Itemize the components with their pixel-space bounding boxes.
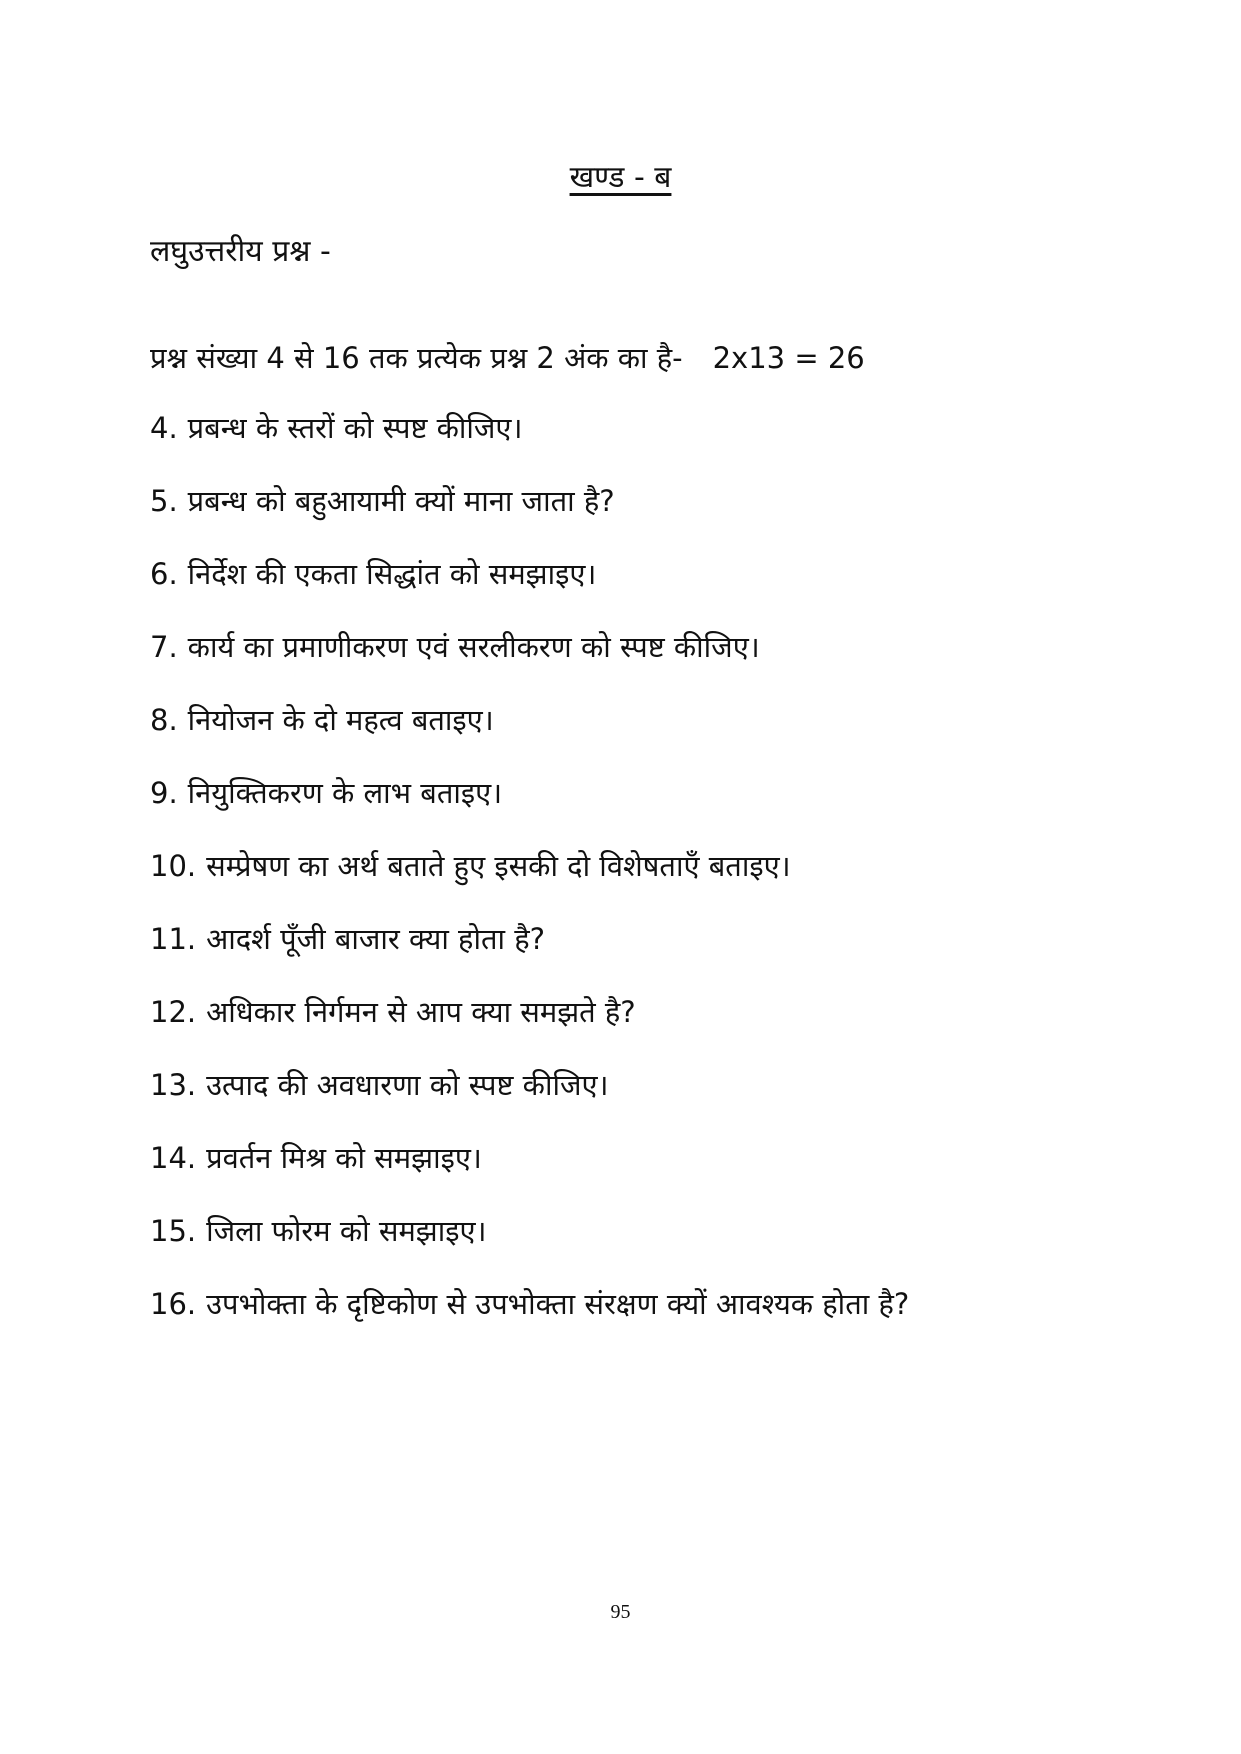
question-number: 13. [150,1068,197,1102]
page-number: 95 [610,1601,631,1623]
question-text: उपभोक्ता के दृष्टिकोण से उपभोक्ता संरक्षण क्यों आवश्यक होता है? [206,1287,910,1321]
question-text: निर्देश की एकता सिद्धांत को समझाइए। [187,557,597,591]
question-item [150,919,1110,992]
question-text: अधिकार निर्गमन से आप क्या समझते है? [206,995,636,1029]
question-number: 10. [150,849,197,883]
question-item [150,554,1110,627]
question-item [150,481,1110,554]
question-item [150,627,1110,700]
question-text: उत्पाद की अवधारणा को स्पष्ट कीजिए। [206,1068,609,1102]
question-text: कार्य का प्रमाणीकरण एवं सरलीकरण को स्पष्ट कीजिए। [187,630,760,664]
question-number: 16. [150,1287,197,1321]
question-number: 7. [150,630,178,664]
subheading: लघुउत्तरीय प्रश्न - [150,234,331,269]
question-text: प्रबन्ध को बहुआयामी क्यों माना जाता है? [187,484,615,518]
question-number: 9. [150,776,178,810]
question-item [150,846,1110,919]
question-text: नियुक्तिकरण के लाभ बताइए। [187,776,503,810]
question-list [150,408,1110,1341]
question-text: सम्प्रेषण का अर्थ बताते हुए इसकी दो विशेषताएँ बताइए। [206,849,791,883]
question-number: 8. [150,703,178,737]
question-number: 12. [150,995,197,1029]
question-text: नियोजन के दो महत्व बताइए। [187,703,494,737]
instruction-line [150,338,865,378]
question-item [150,992,1110,1065]
question-item [150,1284,1110,1341]
question-item [150,1138,1110,1211]
section-title: खण्ड - ब [569,160,672,195]
question-number: 6. [150,557,178,591]
instruction-text: प्रश्न संख्या 4 से 16 तक प्रत्येक प्रश्न 2 अंक का है- [150,341,683,375]
question-text: आदर्श पूँजी बाजार क्या होता है? [206,922,546,956]
question-item [150,773,1110,846]
question-item [150,700,1110,773]
question-number: 11. [150,922,197,956]
question-text: प्रबन्ध के स्तरों को स्पष्ट कीजिए। [187,411,523,445]
question-number: 14. [150,1141,197,1175]
question-number: 5. [150,484,178,518]
question-number: 15. [150,1214,197,1248]
question-item [150,408,1110,481]
marks-total: 2x13 = 26 [712,341,865,375]
question-number: 4. [150,411,178,445]
question-text: प्रवर्तन मिश्र को समझाइए। [206,1141,482,1175]
question-item [150,1065,1110,1138]
question-text: जिला फोरम को समझाइए। [206,1214,487,1248]
